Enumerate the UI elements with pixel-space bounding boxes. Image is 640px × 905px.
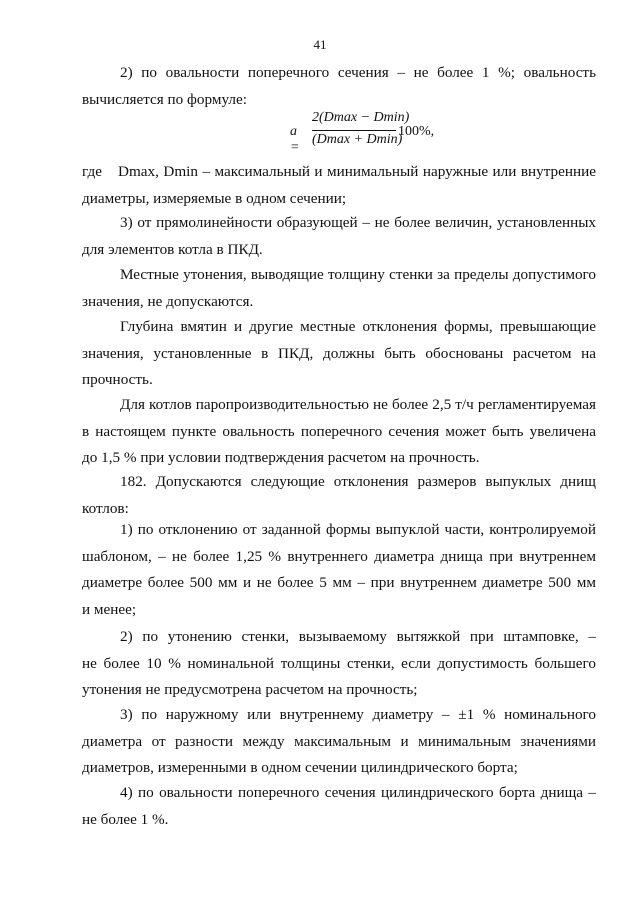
paragraph-wall-thinning: [82, 624, 596, 704]
paragraph-flange-ovality: [82, 780, 596, 833]
text-line: Для котлов паропроизводительностью не более 2,5 т/ч регламентируемая: [120, 396, 596, 413]
text-line: значения, установленные в ПКД, должны быть обоснованы расчетом на: [82, 344, 596, 362]
formula-lhs: a =: [290, 124, 300, 155]
paragraph-diameter: [82, 702, 596, 782]
text-line: 1) по отклонению от заданной формы выпуклой части, контролируемой: [120, 521, 596, 538]
text-line: котлов:: [82, 499, 129, 517]
text-line: до 1,5 % при условии подтверждения расчетом на прочность.: [82, 449, 480, 467]
text-line: шаблоном, – не более 1,25 % внутреннего диаметра днища при внутреннем: [82, 547, 596, 565]
text-line: для элементов котла в ПКД.: [82, 240, 263, 258]
formula-denominator: (Dmax + Dmin): [312, 132, 403, 147]
text-line: диаметров, измеренными в одном сечении цилиндрического борта;: [82, 759, 518, 777]
text-line: прочность.: [82, 371, 153, 389]
text-line: не более 1 %.: [82, 810, 169, 828]
paragraph-local-thinning: [82, 262, 596, 315]
text-line: 4) по овальности поперечного сечения цилиндрического борта днища –: [120, 784, 596, 801]
paragraph-shape-deviation: [82, 517, 596, 623]
paragraph-ovality: [82, 60, 596, 113]
text-line: вычисляется по формуле:: [82, 90, 247, 108]
text-line: 2) по овальности поперечного сечения – не более 1 %; овальность: [120, 64, 596, 81]
text-line: утонения не предусмотрена расчетом на прочность;: [82, 681, 418, 699]
text-line: 182. Допускаются следующие отклонения размеров выпуклых днищ: [120, 473, 596, 490]
fraction-bar: [312, 130, 396, 131]
text-line: диаметре более 500 мм и не более 5 мм – при внутреннем диаметре 500 мм: [82, 574, 596, 592]
text-line: в настоящем пункте овальность поперечного сечения может быть увеличена: [82, 422, 596, 440]
text-line: Глубина вмятин и другие местные отклонения формы, превышающие: [120, 318, 596, 335]
text-line: Местные утонения, выводящие толщину стенки за пределы допустимого: [120, 266, 596, 283]
text-line: значения, не допускаются.: [82, 292, 254, 310]
text-line: 3) от прямолинейности образующей – не более величин, установленных: [120, 214, 596, 231]
text-line: и менее;: [82, 600, 137, 618]
page-number: 41: [313, 37, 327, 52]
text-line: 2) по утонению стенки, вызываемому вытяжкой при штамповке, –: [120, 628, 596, 645]
paragraph-straightness: [82, 210, 596, 263]
text-line: не более 10 % номинальной толщины стенки, если допустимость большего: [82, 654, 596, 672]
formula-numerator: 2(Dmax − Dmin): [312, 110, 410, 125]
paragraph-where: [82, 159, 596, 212]
text-line: диаметра от разности между максимальным и минимальным значениями: [82, 732, 596, 750]
text-line: 3) по наружному или внутреннему диаметру – ±1 % номинального: [120, 706, 596, 723]
paragraph-low-capacity-boilers: [82, 392, 596, 472]
paragraph-182: [82, 469, 596, 522]
paragraph-dent-depth: [82, 314, 596, 394]
text-line: [82, 159, 596, 186]
text-line: диаметры, измеряемые в одном сечении;: [82, 189, 347, 207]
formula-tail: 100%,: [398, 124, 435, 139]
where-definition: Dmax, Dmin – максимальный и минимальный наружные или внутренние: [118, 163, 596, 180]
where-word: где: [82, 163, 102, 180]
